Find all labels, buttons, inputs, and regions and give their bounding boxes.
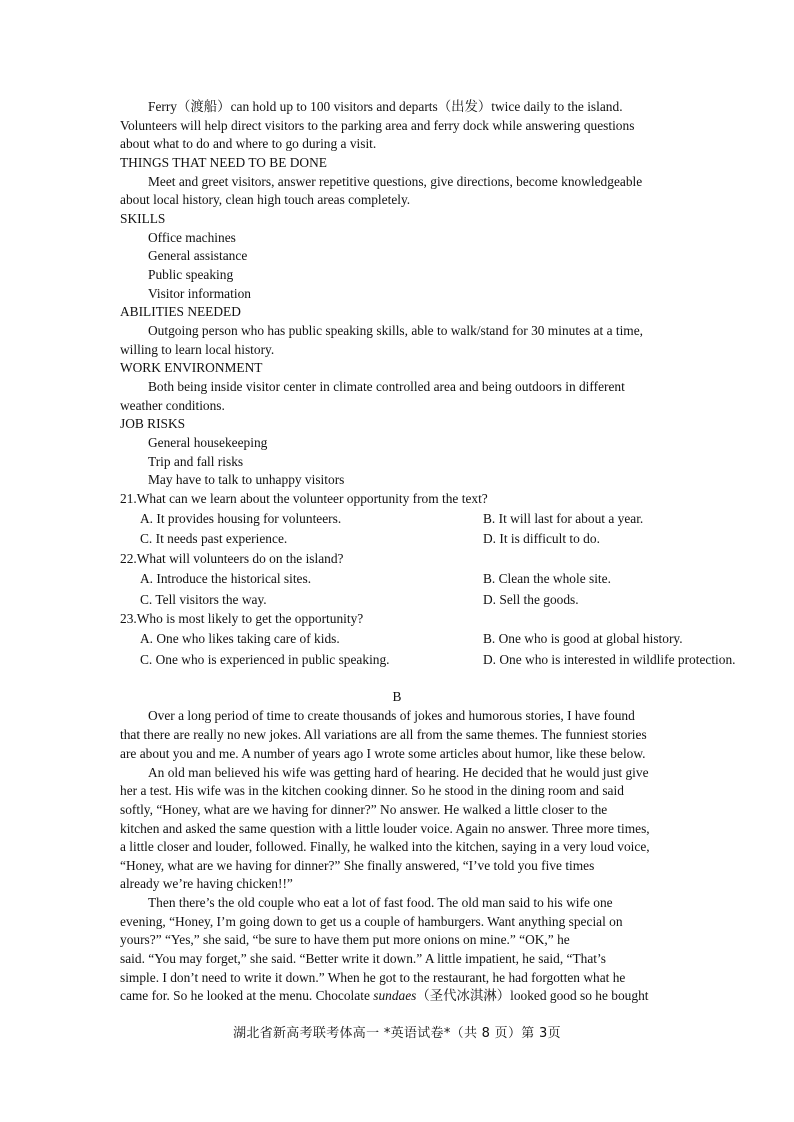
intro-line-2: Volunteers will help direct visitors to the parking area and ferry dock while answering questions: [120, 118, 635, 133]
skill-item: Public speaking: [148, 267, 234, 282]
question-23-option-c: C. One who is experienced in public speaking.: [140, 652, 390, 667]
passage-b-line: Over a long period of time to create thousands of jokes and humorous stories, I have found: [148, 708, 635, 723]
passage-b-line: evening, “Honey, I’m going down to get us a couple of hamburgers. Want anything special on: [120, 914, 623, 929]
passage-b-line-end: （圣代冰淇淋）looked good so he bought: [416, 988, 649, 1003]
things-line-2: about local history, clean high touch areas completely.: [120, 192, 411, 207]
passage-b-line: are about you and me. A number of years ago I wrote some articles about humor, like these below.: [120, 746, 646, 761]
question-23-option-d: D. One who is interested in wildlife protection.: [483, 652, 736, 667]
work-line-2: weather conditions.: [120, 398, 225, 413]
question-22-option-c: C. Tell visitors the way.: [140, 592, 267, 607]
passage-b-line: yours?” “Yes,” she said, “be sure to have them put more onions on mine.” “OK,” he: [120, 932, 570, 947]
work-heading: WORK ENVIRONMENT: [120, 360, 263, 375]
passage-b-line: her a test. His wife was in the kitchen cooking dinner. So he stood in the dining room and said: [120, 783, 624, 798]
question-21-option-a: A. It provides housing for volunteers.: [140, 511, 342, 526]
page-footer: 湖北省新高考联考体高一 *英语试卷*（共 8 页）第 3页: [233, 1026, 561, 1041]
question-21-option-b: B. It will last for about a year.: [483, 511, 644, 526]
question-22-option-b: B. Clean the whole site.: [483, 571, 611, 586]
passage-b-line: softly, “Honey, what are we having for dinner?” No answer. He walked a little closer to the: [120, 802, 608, 817]
abilities-heading: ABILITIES NEEDED: [120, 304, 241, 319]
question-22-stem: 22.What will volunteers do on the island?: [120, 551, 344, 566]
passage-b-line: that there are really no new jokes. All variations are all from the same themes. The funniest stories: [120, 727, 647, 742]
passage-b-line: An old man believed his wife was getting hard of hearing. He decided that he would just give: [148, 765, 649, 780]
question-23-option-a: A. One who likes taking care of kids.: [140, 631, 340, 646]
passage-b-line: kitchen and asked the same question with a little louder voice. Again no answer. Three more times,: [120, 821, 650, 836]
intro-line-1: Ferry（渡船）can hold up to 100 visitors and departs（出发）twice daily to the island.: [148, 99, 623, 114]
risk-item: General housekeeping: [148, 435, 268, 450]
risk-item: May have to talk to unhappy visitors: [148, 472, 345, 487]
passage-b-line: simple. I don’t need to write it down.” When he got to the restaurant, he had forgotten what he: [120, 970, 626, 985]
skills-heading: SKILLS: [120, 211, 166, 226]
question-22-option-d: D. Sell the goods.: [483, 592, 579, 607]
abilities-line-2: willing to learn local history.: [120, 342, 275, 357]
question-21-stem: 21.What can we learn about the volunteer opportunity from the text?: [120, 491, 488, 506]
passage-b-line: “Honey, what are we having for dinner?” She finally answered, “I’ve told you five times: [120, 858, 595, 873]
work-line-1: Both being inside visitor center in climate controlled area and being outdoors in different: [148, 379, 625, 394]
passage-b-line: Then there’s the old couple who eat a lot of fast food. The old man said to his wife one: [148, 895, 613, 910]
passage-b-line: already we’re having chicken!!”: [120, 876, 293, 891]
question-22-option-a: A. Introduce the historical sites.: [140, 571, 312, 586]
abilities-line-1: Outgoing person who has public speaking skills, able to walk/stand for 30 minutes at a time,: [148, 323, 644, 338]
passage-b-line: a little closer and louder, followed. Finally, he walked into the kitchen, saying in a very loud voice,: [120, 839, 650, 854]
question-23-stem: 23.Who is most likely to get the opportunity?: [120, 611, 364, 626]
passage-b-heading: B: [392, 689, 402, 704]
passage-b-line-start: came for. So he looked at the menu. Chocolate: [120, 988, 374, 1003]
things-heading: THINGS THAT NEED TO BE DONE: [120, 155, 327, 170]
risk-item: Trip and fall risks: [148, 454, 244, 469]
skill-item: General assistance: [148, 248, 248, 263]
question-21-option-d: D. It is difficult to do.: [483, 531, 600, 546]
question-21-option-c: C. It needs past experience.: [140, 531, 288, 546]
skill-item: Office machines: [148, 230, 236, 245]
skill-item: Visitor information: [148, 286, 251, 301]
intro-line-3: about what to do and where to go during a visit.: [120, 136, 377, 151]
risks-heading: JOB RISKS: [120, 416, 186, 431]
sundaes-word: sundaes: [373, 988, 417, 1003]
question-23-option-b: B. One who is good at global history.: [483, 631, 683, 646]
passage-b-last-line: [120, 988, 648, 1004]
passage-b-line: said. “You may forget,” she said. “Better write it down.” A little impatient, he said, “That’s: [120, 951, 606, 966]
things-line-1: Meet and greet visitors, answer repetitive questions, give directions, become knowledgeable: [148, 174, 643, 189]
